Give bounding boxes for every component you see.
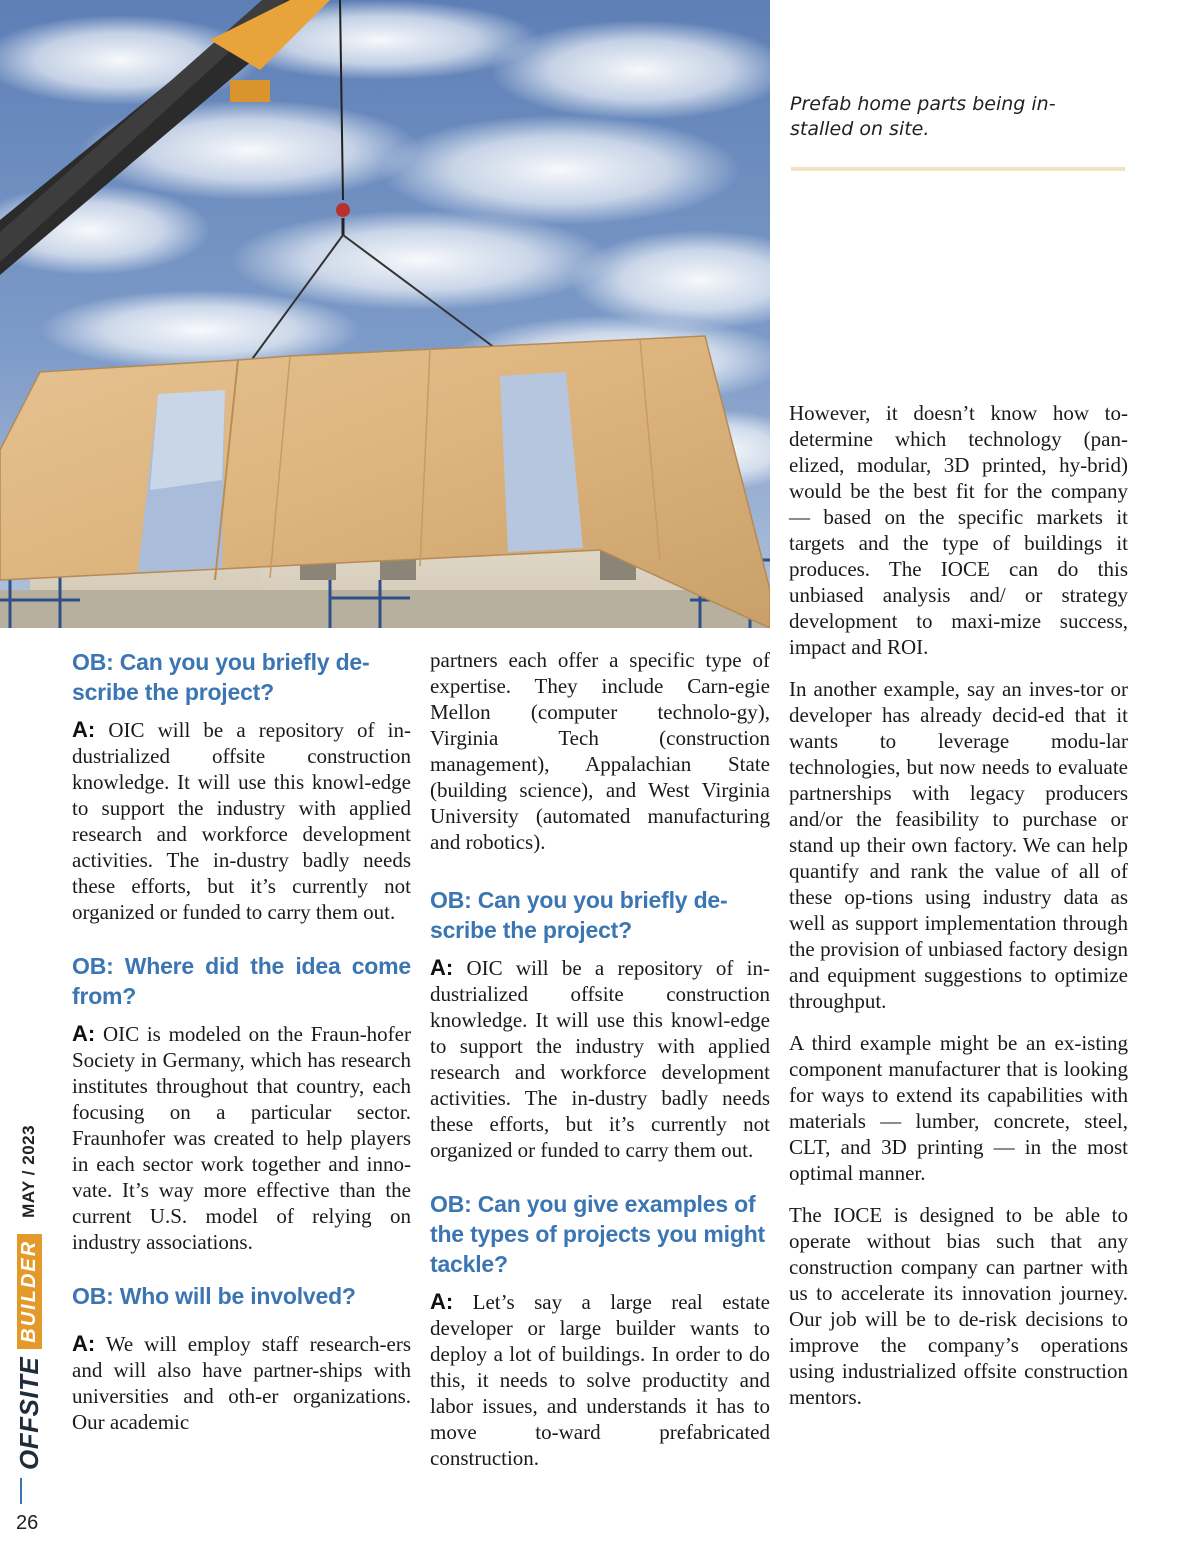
answer-paragraph: partners each offer a specific type of expertise. They include Carn-egie Mellon (computer technolo-gy), Virginia Tech (construction management), Appalachian State (building science), and West Virginia University (automated manufacturing and robotics). xyxy=(430,648,770,854)
article-photo xyxy=(0,0,770,628)
answer-label: A: xyxy=(72,1021,96,1046)
article-column-3 xyxy=(789,400,1128,1410)
body-paragraph: In another example, say an inves-tor or developer has already decid-ed that it wants to leverage modu-lar technologies, but now needs to evaluate partnerships with legacy producers and/or the feasibility to purchase or stand up their own factory. We can help quantify and rank the value of all of these op-tions using industry data as well as support implementation through the provision of unbiased factory design and equipment suggestions to optimize throughput. xyxy=(789,677,1128,1013)
photo-caption: Prefab home parts being in- stalled on site. xyxy=(790,93,1056,140)
brand-offsite: OFFSITE xyxy=(13,1356,44,1470)
answer-text: OIC will be a repository of in-dustrialized offsite construction knowledge. It will use this knowl-edge to support the industry with applied research and workforce development activities. The in-dustry badly needs these efforts, but it’s currently not organized or funded to carry them out. xyxy=(430,956,770,1162)
issue-date: MAY / 2023 xyxy=(19,1124,38,1218)
question-heading: OB: Who will be involved? xyxy=(72,1283,356,1309)
answer-text: Let’s say a large real estate developer or large builder wants to deploy a lot of buildings. In order to do this, it needs to solve productity and labor issues, and understands it has to move to-ward prefabricated construction. xyxy=(430,1290,770,1470)
answer-label: A: xyxy=(430,955,454,980)
brand-builder: BUILDER xyxy=(17,1234,42,1349)
answer-text: We will employ staff research-ers and will also have partner-ships with universities and oth-er organizations. Our academic xyxy=(72,1332,411,1434)
answer-label: A: xyxy=(430,1289,454,1314)
question-heading: OB: Where did the idea come from? xyxy=(72,953,411,1009)
caption-divider xyxy=(791,167,1125,171)
question-heading: OB: Can you give examples of the types of projects you might tackle? xyxy=(430,1191,766,1277)
answer-text: OIC will be a repository of in-dustrialized offsite construction knowledge. It will use this knowl-edge to support the industry with applied research and workforce development activities. The in-dustry badly needs these efforts, but it’s currently not organized or funded to carry them out. xyxy=(72,718,411,924)
answer-label: A: xyxy=(72,1331,96,1356)
question-heading: OB: Can you you briefly de-scribe the project? xyxy=(430,887,728,943)
question-heading: OB: Can you you briefly de-scribe the project? xyxy=(72,649,370,705)
page-number-rule xyxy=(20,1478,22,1504)
answer-paragraph xyxy=(72,1021,411,1255)
article-column-1 xyxy=(72,647,411,1435)
answer-paragraph xyxy=(430,955,770,1163)
answer-label: A: xyxy=(72,717,96,742)
answer-text: OIC is modeled on the Fraun-hofer Society in Germany, which has research institutes throughout that country, each focusing on a particular sector. Fraunhofer was created to help players in each sector work together and inno-vate. It’s way more effective than the current U.S. model of relying on industry associations. xyxy=(72,1022,411,1254)
answer-paragraph xyxy=(72,1331,411,1435)
answer-paragraph xyxy=(72,717,411,925)
body-paragraph: The IOCE is designed to be able to operate without bias such that any construction company can partner with us to accelerate its innovation journey. Our job will be to de-risk decisions to improve the company’s operations using industrialized offsite construction mentors. xyxy=(789,1203,1128,1409)
magazine-spine xyxy=(13,1124,44,1470)
article-column-2 xyxy=(430,647,770,1471)
crane-lifting-wall-panel-photo xyxy=(0,0,770,628)
page-number: 26 xyxy=(16,1512,39,1534)
body-paragraph: However, it doesn’t know how to-determine which technology (pan-elized, modular, 3D printed, hy-brid) would be the best fit for the company — based on the specific markets it targets and the type of buildings it produces. The IOCE can do this unbiased analysis and/ or strategy development to maxi-mize success, impact and ROI. xyxy=(789,401,1128,659)
body-paragraph: A third example might be an ex-isting component manufacturer that is looking for ways to extend its capabilities with materials — lumber, concrete, steel, CLT, and 3D printing — in the most optimal manner. xyxy=(789,1031,1128,1185)
answer-paragraph xyxy=(430,1289,770,1471)
